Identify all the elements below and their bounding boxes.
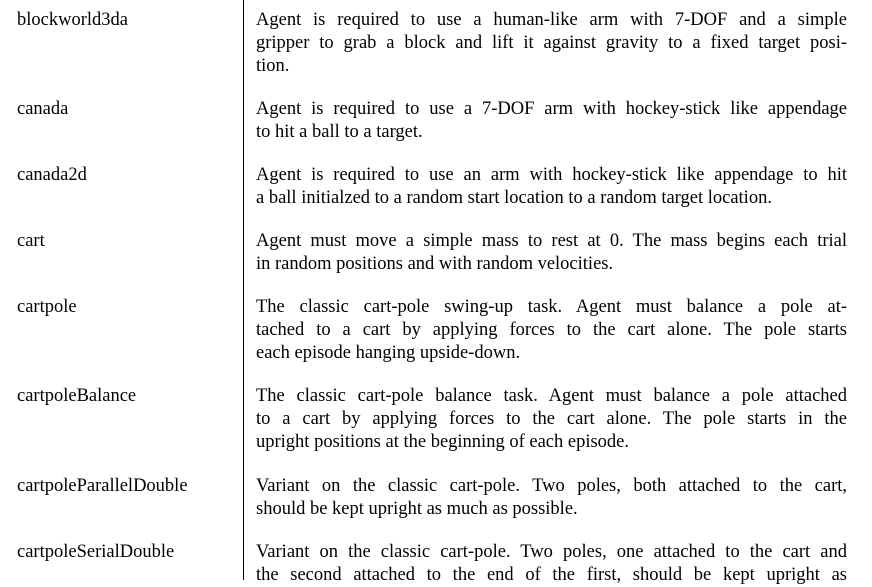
description-line: tached to a cart by applying forces to the cart alone. The pole starts	[256, 320, 847, 340]
task-name: blockworld3da	[17, 10, 128, 30]
task-description	[256, 164, 847, 210]
description-line: to hit a ball to a target.	[256, 122, 423, 142]
description-line: Variant on the classic cart-pole. Two poles, one attached to the cart and	[256, 542, 847, 562]
task-description	[256, 475, 847, 521]
description-line: gripper to grab a block and lift it against gravity to a fixed target posi-	[256, 33, 847, 53]
task-description	[256, 296, 847, 365]
task-description	[256, 385, 847, 454]
task-name: canada2d	[17, 165, 87, 185]
description-line: the second attached to the end of the first, should be kept upright as	[256, 565, 847, 585]
description-line: Agent must move a simple mass to rest at 0. The mass begins each trial	[256, 231, 847, 251]
description-line: Agent is required to use a human-like arm with 7-DOF and a simple	[256, 10, 847, 30]
task-name: canada	[17, 99, 69, 119]
task-description	[256, 9, 847, 78]
description-line: in random positions and with random velocities.	[256, 254, 614, 274]
description-line: Variant on the classic cart-pole. Two poles, both attached to the cart,	[256, 476, 847, 496]
description-line: The classic cart-pole swing-up task. Agent must balance a pole at-	[256, 297, 847, 317]
description-line: The classic cart-pole balance task. Agent must balance a pole attached	[256, 386, 847, 406]
description-line: Agent is required to use a 7-DOF arm with hockey-stick like appendage	[256, 99, 847, 119]
table-divider	[243, 0, 244, 580]
description-line: upright positions at the beginning of each episode.	[256, 432, 630, 452]
description-line: Agent is required to use an arm with hockey-stick like appendage to hit	[256, 165, 847, 185]
description-line: a ball initialzed to a random start location to a random target location.	[256, 188, 772, 208]
task-description	[256, 541, 847, 587]
task-name: cartpoleBalance	[17, 386, 137, 406]
description-line: should be kept upright as much as possible.	[256, 499, 578, 519]
task-name: cartpole	[17, 297, 77, 317]
task-name: cartpoleSerialDouble	[17, 542, 175, 562]
task-description	[256, 98, 847, 144]
description-line: tion.	[256, 56, 290, 76]
description-line: each episode hanging upside-down.	[256, 343, 521, 363]
task-description	[256, 230, 847, 276]
task-name: cartpoleParallelDouble	[17, 476, 188, 496]
task-name: cart	[17, 231, 45, 251]
description-line: to a cart by applying forces to the cart alone. The pole starts in the	[256, 409, 847, 429]
